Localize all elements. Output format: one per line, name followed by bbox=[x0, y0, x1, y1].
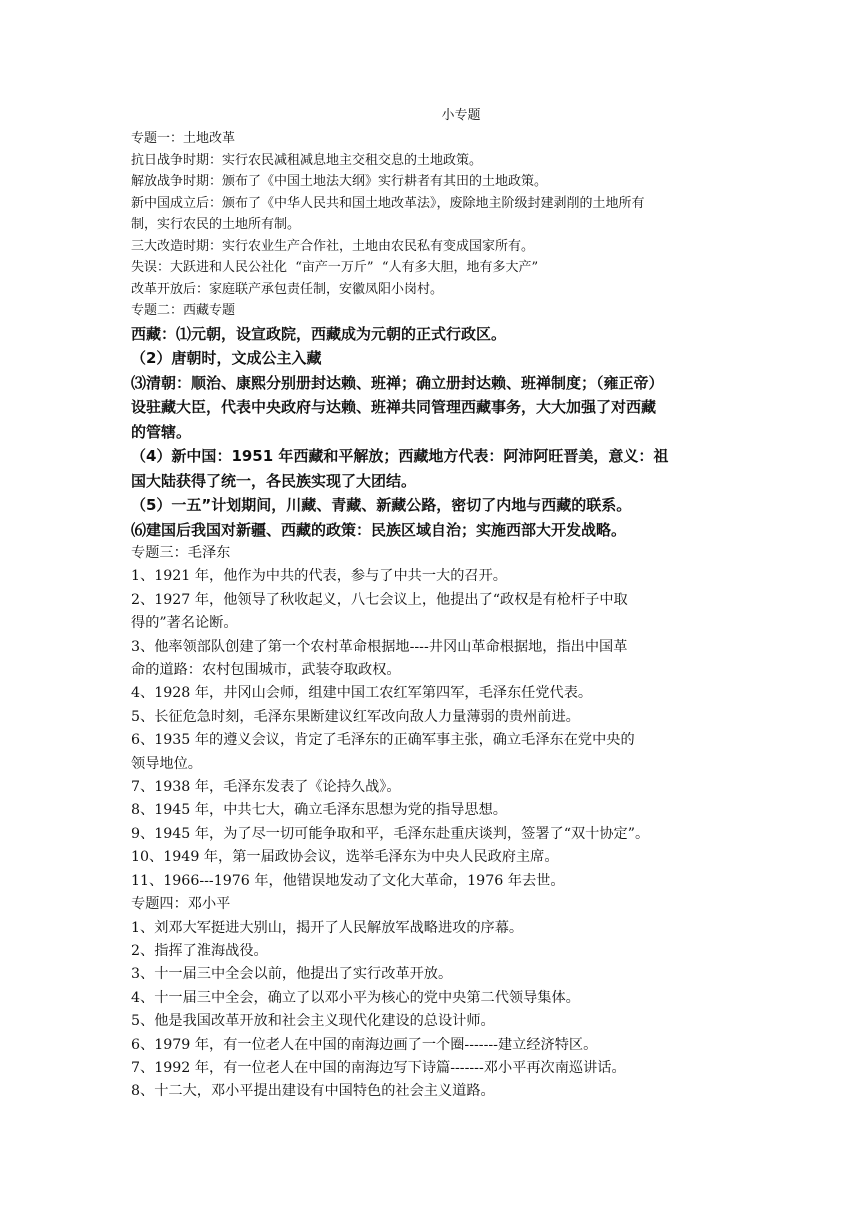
topic3-line: 8、1945 年，中共七大，确立毛泽东思想为党的指导思想。 bbox=[131, 802, 507, 819]
topic3-line: 11、1966---1976 年，他错误地发动了文化大革命，1976 年去世。 bbox=[131, 872, 565, 889]
topic2-line: 设驻藏大臣，代表中央政府与达赖、班禅共同管理西藏事务，大大加强了对西藏 bbox=[131, 398, 657, 416]
topic3-line: 得的”著名论断。 bbox=[131, 615, 238, 632]
topic2-line: ⑹建国后我国对新疆、西藏的政策：民族区域自治；实施西部大开发战略。 bbox=[131, 520, 627, 539]
topic4-line: 1、刘邓大军挺进大别山，揭开了人民解放军战略进攻的序幕。 bbox=[131, 919, 524, 936]
document-body bbox=[131, 104, 731, 1104]
topic2-line: （4）新中国：1951 年西藏和平解放；西藏地方代表：阿沛阿旺晋美，意义：祖 bbox=[131, 447, 669, 465]
topic2-line: 的管辖。 bbox=[131, 422, 192, 441]
topic3-line: 命的道路：农村包围城市，武装夺取政权。 bbox=[131, 662, 401, 679]
topic2-line: ⑶清朝：顺治、康熙分别册封达赖、班禅；确立册封达赖、班禅制度；（雍正帝） bbox=[131, 373, 664, 392]
topic4-line: 8、十二大，邓小平提出建设有中国特色的社会主义道路。 bbox=[131, 1083, 495, 1100]
topic4-line: 5、他是我国改革开放和社会主义现代化建设的总设计师。 bbox=[131, 1013, 495, 1030]
topic3-line: 5、长征危急时刻，毛泽东果断建议红军改向敌人力量薄弱的贵州前进。 bbox=[131, 708, 580, 725]
topic4-line: 7、1992 年，有一位老人在中国的南海边写下诗篇-------邓小平再次南巡讲话。 bbox=[131, 1059, 626, 1076]
document-title: 小专题 bbox=[441, 108, 481, 123]
topic1-line: 制，实行农民的土地所有制。 bbox=[131, 217, 301, 232]
topic3-line: 10、1949 年，第一届政协会议，选举毛泽东为中央人民政府主席。 bbox=[131, 849, 559, 866]
topic3-line: 4、1928 年，井冈山会师，组建中国工农红军第四军，毛泽东任党代表。 bbox=[131, 685, 593, 702]
topic1-heading: 专题一：土地改革 bbox=[131, 131, 236, 146]
topic1-line: 解放战争时期：颁布了《中国土地法大纲》实行耕者有其田的土地政策。 bbox=[131, 174, 548, 189]
topic4-line: 6、1979 年，有一位老人在中国的南海边画了一个圈-------建立经济特区。 bbox=[131, 1036, 598, 1053]
topic4-line: 2、指挥了淮海战役。 bbox=[131, 942, 268, 959]
topic2-heading: 专题二：西藏专题 bbox=[131, 303, 236, 318]
topic2-line: （2）唐朝时，文成公主入藏 bbox=[131, 349, 322, 367]
topic4-line: 4、十一届三中全会，确立了以邓小平为核心的党中央第二代领导集体。 bbox=[131, 989, 580, 1006]
topic3-line: 3、他率领部队创建了第一个农村革命根据地----井冈山革命根据地，指出中国革 bbox=[131, 638, 628, 655]
topic2-line: （5）一五”计划期间，川藏、青藏、新藏公路，密切了内地与西藏的联系。 bbox=[131, 496, 632, 514]
topic3-line: 7、1938 年，毛泽东发表了《论持久战》。 bbox=[131, 779, 401, 796]
topic3-heading: 专题三：毛泽东 bbox=[131, 545, 231, 561]
topic2-line: 西藏：⑴元朝，设宣政院，西藏成为元朝的正式行政区。 bbox=[131, 324, 507, 343]
topic3-line: 6、1935 年的遵义会议，肯定了毛泽东的正确军事主张，确立毛泽东在党中央的 bbox=[131, 732, 635, 749]
topic3-line: 2、1927 年，他领导了秋收起义，八七会议上，他提出了“政权是有枪杆子中取 bbox=[131, 591, 628, 608]
topic3-line: 9、1945 年，为了尽一切可能争取和平，毛泽东赴重庆谈判，签署了“双十协定”。 bbox=[131, 825, 650, 842]
topic2-line: 国大陆获得了统一，各民族实现了大团结。 bbox=[131, 471, 417, 490]
topic4-heading: 专题四：邓小平 bbox=[131, 896, 231, 913]
topic1-line: 改革开放后：家庭联产承包责任制，安徽凤阳小岗村。 bbox=[131, 281, 444, 297]
topic1-line: 三大改造时期：实行农业生产合作社，土地由农民私有变成国家所有。 bbox=[131, 238, 535, 254]
topic1-line: 抗日战争时期：实行农民减租减息地主交租交息的土地政策。 bbox=[131, 152, 483, 168]
topic1-line: 新中国成立后：颁布了《中华人民共和国土地改革法》，废除地主阶级封建剥削的土地所有 bbox=[131, 195, 645, 211]
topic3-line: 1、1921 年，他作为中共的代表，参与了中共一大的召开。 bbox=[131, 568, 507, 585]
topic4-line: 3、十一届三中全会以前，他提出了实行改革开放。 bbox=[131, 966, 453, 983]
topic3-line: 领导地位。 bbox=[131, 755, 202, 772]
topic1-line: 失误：大跃进和人民公社化 “亩产一万斤” “人有多大胆，地有多大产” bbox=[131, 260, 539, 275]
